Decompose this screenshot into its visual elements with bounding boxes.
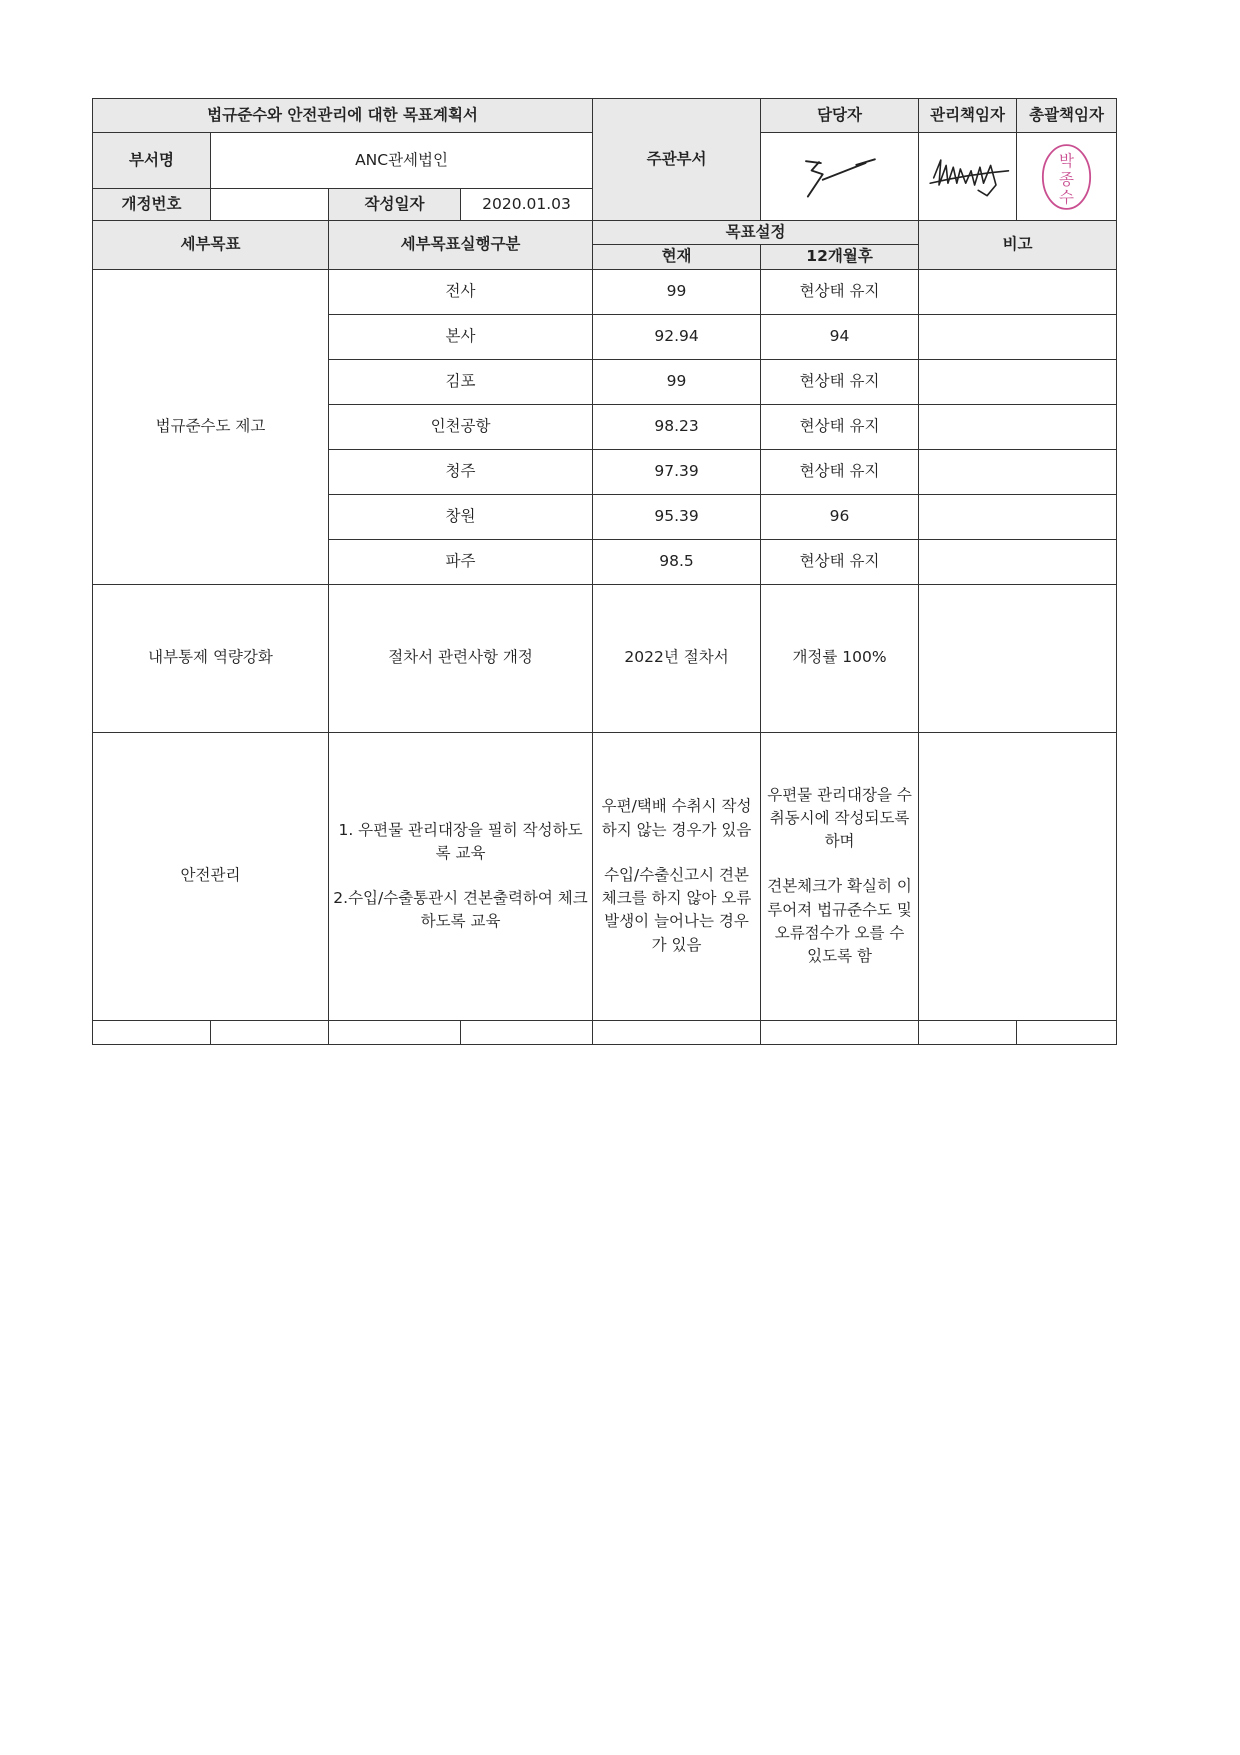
current-value-cell: 98.5 bbox=[593, 539, 761, 584]
division-cell: 김포 bbox=[329, 359, 593, 404]
empty-cell bbox=[919, 1020, 1017, 1044]
remark-cell bbox=[919, 314, 1117, 359]
remarks-header: 비고 bbox=[919, 221, 1117, 270]
goal-plan-table bbox=[92, 98, 1117, 1045]
detail-action-header: 세부목표실행구분 bbox=[329, 221, 593, 270]
detail-goal-header: 세부목표 bbox=[93, 221, 329, 270]
safety-target bbox=[761, 732, 919, 1020]
empty-cell bbox=[211, 1020, 329, 1044]
current-value-cell: 99 bbox=[593, 359, 761, 404]
division-cell: 창원 bbox=[329, 494, 593, 539]
person-in-charge-label: 담당자 bbox=[761, 99, 919, 133]
safety-action-1: 1. 우편물 관리대장을 필히 작성하도록 교육 bbox=[338, 820, 583, 862]
internal-control-remark bbox=[919, 584, 1117, 732]
svg-text:종: 종 bbox=[1059, 169, 1075, 188]
safety-target-2: 견본체크가 확실히 이루어져 법규준수도 및 오류점수가 오를 수 있도록 함 bbox=[767, 877, 912, 966]
remark-cell bbox=[919, 449, 1117, 494]
safety-target-1: 우편물 관리대장을 수취동시에 작성되도록 하며 bbox=[767, 785, 912, 851]
current-value-cell: 98.23 bbox=[593, 404, 761, 449]
empty-footer-row bbox=[93, 1020, 1117, 1044]
target-setting-header: 목표설정 bbox=[593, 221, 919, 245]
target-value-cell: 96 bbox=[761, 494, 919, 539]
remark-cell bbox=[919, 269, 1117, 314]
table-row bbox=[93, 584, 1117, 732]
empty-cell bbox=[461, 1020, 593, 1044]
svg-text:박: 박 bbox=[1059, 151, 1075, 170]
compliance-goal: 법규준수도 제고 bbox=[93, 269, 329, 584]
general-manager-label: 총괄책임자 bbox=[1017, 99, 1117, 133]
empty-cell bbox=[761, 1020, 919, 1044]
revision-no-label: 개정번호 bbox=[93, 189, 211, 221]
general-manager-stamp bbox=[1017, 133, 1117, 221]
internal-control-current: 2022년 절차서 bbox=[593, 584, 761, 732]
division-cell: 청주 bbox=[329, 449, 593, 494]
current-value-cell: 97.39 bbox=[593, 449, 761, 494]
internal-control-target: 개정률 100% bbox=[761, 584, 919, 732]
remark-cell bbox=[919, 404, 1117, 449]
division-cell: 전사 bbox=[329, 269, 593, 314]
division-cell: 파주 bbox=[329, 539, 593, 584]
seal-stamp-icon bbox=[1021, 134, 1112, 220]
department-name-value: ANC관세법인 bbox=[211, 133, 593, 189]
remark-cell bbox=[919, 359, 1117, 404]
internal-control-action: 절차서 관련사항 개정 bbox=[329, 584, 593, 732]
target-value-cell: 현상태 유지 bbox=[761, 269, 919, 314]
written-date-label: 작성일자 bbox=[329, 189, 461, 221]
document-title: 법규준수와 안전관리에 대한 목표계획서 bbox=[93, 99, 593, 133]
target-value-cell: 현상태 유지 bbox=[761, 539, 919, 584]
remark-cell bbox=[919, 539, 1117, 584]
department-name-label: 부서명 bbox=[93, 133, 211, 189]
remark-cell bbox=[919, 494, 1117, 539]
safety-current-2: 수입/수출신고시 견본체크를 하지 않아 오류발생이 늘어나는 경우가 있음 bbox=[601, 865, 752, 954]
manager-signature bbox=[919, 133, 1017, 221]
revision-no-value bbox=[211, 189, 329, 221]
target-value-cell: 94 bbox=[761, 314, 919, 359]
written-date-value: 2020.01.03 bbox=[461, 189, 593, 221]
person-in-charge-signature bbox=[761, 133, 919, 221]
empty-cell bbox=[93, 1020, 211, 1044]
signature-1-icon bbox=[765, 134, 914, 220]
internal-control-goal: 내부통제 역량강화 bbox=[93, 584, 329, 732]
target-value-cell: 현상태 유지 bbox=[761, 404, 919, 449]
safety-current bbox=[593, 732, 761, 1020]
current-value-cell: 95.39 bbox=[593, 494, 761, 539]
target-value-cell: 현상태 유지 bbox=[761, 359, 919, 404]
current-value-cell: 92.94 bbox=[593, 314, 761, 359]
table-row bbox=[93, 269, 1117, 314]
lead-department-label: 주관부서 bbox=[593, 99, 761, 221]
target-value-cell: 현상태 유지 bbox=[761, 449, 919, 494]
division-cell: 인천공항 bbox=[329, 404, 593, 449]
current-value-cell: 99 bbox=[593, 269, 761, 314]
safety-remark bbox=[919, 732, 1117, 1020]
empty-cell bbox=[329, 1020, 461, 1044]
empty-cell bbox=[593, 1020, 761, 1044]
empty-cell bbox=[1017, 1020, 1117, 1044]
safety-current-1: 우편/택배 수취시 작성하지 않는 경우가 있음 bbox=[601, 797, 752, 839]
after-12-months-header: 12개월후 bbox=[761, 245, 919, 269]
safety-action-2: 2.수입/수출통관시 견본출력하여 체크하도록 교육 bbox=[333, 889, 588, 931]
svg-text:수: 수 bbox=[1059, 187, 1075, 206]
division-cell: 본사 bbox=[329, 314, 593, 359]
safety-actions bbox=[329, 732, 593, 1020]
safety-goal: 안전관리 bbox=[93, 732, 329, 1020]
signature-2-icon bbox=[923, 134, 1012, 220]
current-header: 현재 bbox=[593, 245, 761, 269]
table-row bbox=[93, 732, 1117, 1020]
manager-label: 관리책임자 bbox=[919, 99, 1017, 133]
